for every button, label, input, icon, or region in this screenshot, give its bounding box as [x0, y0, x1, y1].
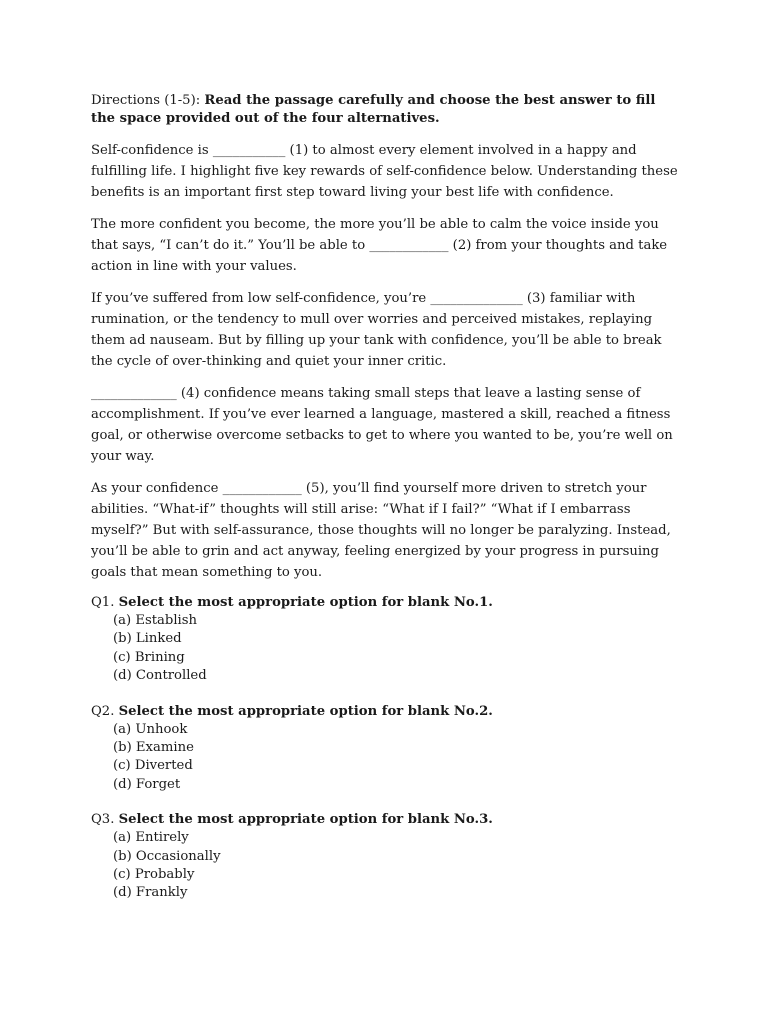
question-3-options: [91, 829, 683, 903]
passage-paragraph-5: As your confidence ____________ (5), you’ll find yourself more driven to stretch your abilities. “What-if” thoughts will still arise: “What if I fail?” “What if I embarrass myself?” But with self-assurance, those thoughts will no longer be paralyzing. Instead, you’ll be able to grin and act anyway, feeling energized by your progress in pursuing goals that mean something to you.: [91, 481, 671, 580]
question-2-option-a: (a) Unhook: [113, 721, 188, 737]
question-1-option-c: (c) Brining: [113, 649, 185, 665]
question-3-option-d: (d) Frankly: [113, 885, 188, 901]
question-2-option-d: (d) Forget: [113, 776, 181, 792]
question-3: [91, 811, 683, 903]
question-3-text: Select the most appropriate option for blank No.3.: [118, 812, 493, 828]
question-2-prompt: [91, 703, 683, 721]
question-2-options: [91, 721, 683, 795]
passage-paragraph-3: If you’ve suffered from low self-confidence, you’re ______________ (3) familiar with rumination, or the tendency to mull over worries and perceived mistakes, replaying them ad nauseam. But by filling up your tank with confidence, you’ll be able to break the cycle of over-thinking and quiet your inner critic.: [91, 291, 662, 369]
question-1-option-b: (b) Linked: [113, 631, 182, 647]
passage-paragraph-2: The more confident you become, the more you’ll be able to calm the voice inside you that says, “I can’t do it.” You’ll be able to ____________ (2) from your thoughts and take action in line with your values.: [91, 217, 668, 274]
question-1-option-a: (a) Establish: [113, 613, 198, 628]
question-3-option-b: (b) Occasionally: [113, 848, 221, 864]
question-3-option-a: (a) Entirely: [113, 830, 189, 846]
question-3-prompt: [91, 811, 683, 829]
directions-instruction: Read the passage carefully and choose the best answer to fill the space provided out of the four alternatives.: [91, 93, 656, 126]
directions: [91, 92, 683, 128]
question-2-number: Q2.: [91, 703, 115, 719]
directions-label: Directions (1-5):: [91, 93, 201, 108]
question-3-number: Q3.: [91, 812, 115, 828]
passage-paragraph-1: Self-confidence is ___________ (1) to almost every element involved in a happy and fulfilling life. I highlight five key rewards of self-confidence below. Understanding these benefits is an important first step toward living your best life with confidence.: [91, 143, 678, 200]
question-2-text: Select the most appropriate option for blank No.2.: [118, 703, 493, 719]
passage-paragraph-4: _____________ (4) confidence means taking small steps that leave a lasting sense of accomplishment. If you’ve ever learned a language, mastered a skill, reached a fitness goal, or otherwise overcome setbacks to get to where you wanted to be, you’re well on your way.: [91, 386, 673, 464]
question-1-option-d: (d) Controlled: [113, 668, 207, 684]
question-2-option-b: (b) Examine: [113, 740, 194, 756]
document-page: [91, 92, 683, 920]
question-1: [91, 594, 683, 686]
question-2: [91, 703, 683, 795]
question-2-option-c: (c) Diverted: [113, 758, 193, 774]
question-3-option-c: (c) Probably: [113, 867, 195, 883]
question-1-number: Q1.: [91, 595, 115, 610]
question-1-options: [91, 612, 683, 686]
question-1-text: Select the most appropriate option for blank No.1.: [118, 595, 493, 610]
question-1-prompt: [91, 594, 683, 612]
